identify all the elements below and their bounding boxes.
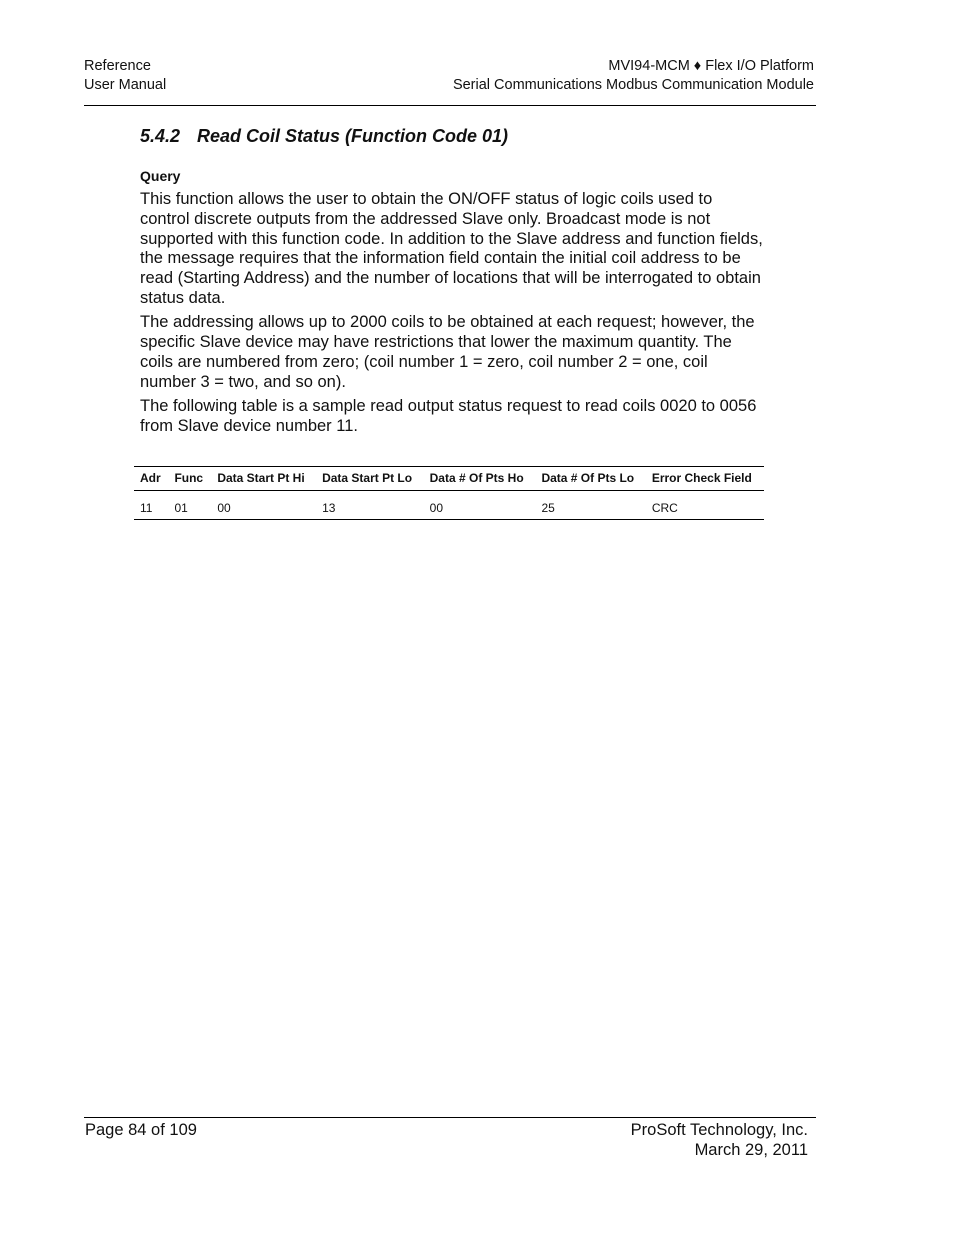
paragraph: The addressing allows up to 2000 coils to be obtained at each request; however, the specific Slave device may have restrictions that lower the maximum quantity. The coils are numbered from zero; (coil number 1 = zero, coil number 2 = one, coil number 3 = two, and so on). (140, 313, 755, 391)
section-heading (140, 126, 508, 147)
header-product-name: MVI94-MCM ♦ Flex I/O Platform (608, 58, 814, 74)
column-header-error-check: Error Check Field (646, 467, 764, 491)
table-cell: 11 (134, 491, 168, 520)
column-header-pts-lo: Data # Of Pts Lo (535, 467, 645, 491)
query-subheading: Query (140, 168, 181, 184)
header-left (84, 57, 166, 95)
footer-divider (84, 1117, 816, 1118)
column-header-func: Func (168, 467, 211, 491)
table-cell: 00 (424, 491, 536, 520)
header-right (453, 57, 814, 95)
body-text (140, 190, 765, 441)
header-section-name: Reference (84, 58, 151, 74)
table-cell: 00 (211, 491, 316, 520)
paragraph: This function allows the user to obtain the ON/OFF status of logic coils used to control discrete outputs from the addressed Slave only. Broadcast mode is not supported with this function code. In addition to the Slave address and function fields, the message requires that the information field contain the initial coil address to be read (Starting Address) and the number of locations that will be interrogated to obtain status data. (140, 190, 763, 307)
header-doc-type: User Manual (84, 77, 167, 93)
table-row (134, 491, 764, 520)
section-number: 5.4.2 (140, 126, 181, 146)
header-product-description: Serial Communications Modbus Communication Module (452, 77, 814, 93)
column-header-adr: Adr (134, 467, 168, 491)
column-header-start-lo: Data Start Pt Lo (316, 467, 424, 491)
table-header-row (134, 467, 764, 491)
table-cell: 25 (535, 491, 645, 520)
section-title: Read Coil Status (Function Code 01) (197, 126, 509, 146)
company-name: ProSoft Technology, Inc. (630, 1121, 808, 1139)
header-divider (84, 105, 816, 106)
paragraph: The following table is a sample read output status request to read coils 0020 to 0056 from Slave device number 11. (140, 396, 757, 435)
column-header-pts-hi: Data # Of Pts Ho (424, 467, 536, 491)
table-cell: CRC (646, 491, 764, 520)
page-number: Page 84 of 109 (85, 1121, 197, 1139)
table-cell: 13 (316, 491, 424, 520)
column-header-start-hi: Data Start Pt Hi (211, 467, 316, 491)
footer-right (631, 1121, 808, 1160)
query-table (134, 466, 764, 520)
publication-date: March 29, 2011 (694, 1140, 808, 1159)
table-cell: 01 (168, 491, 211, 520)
